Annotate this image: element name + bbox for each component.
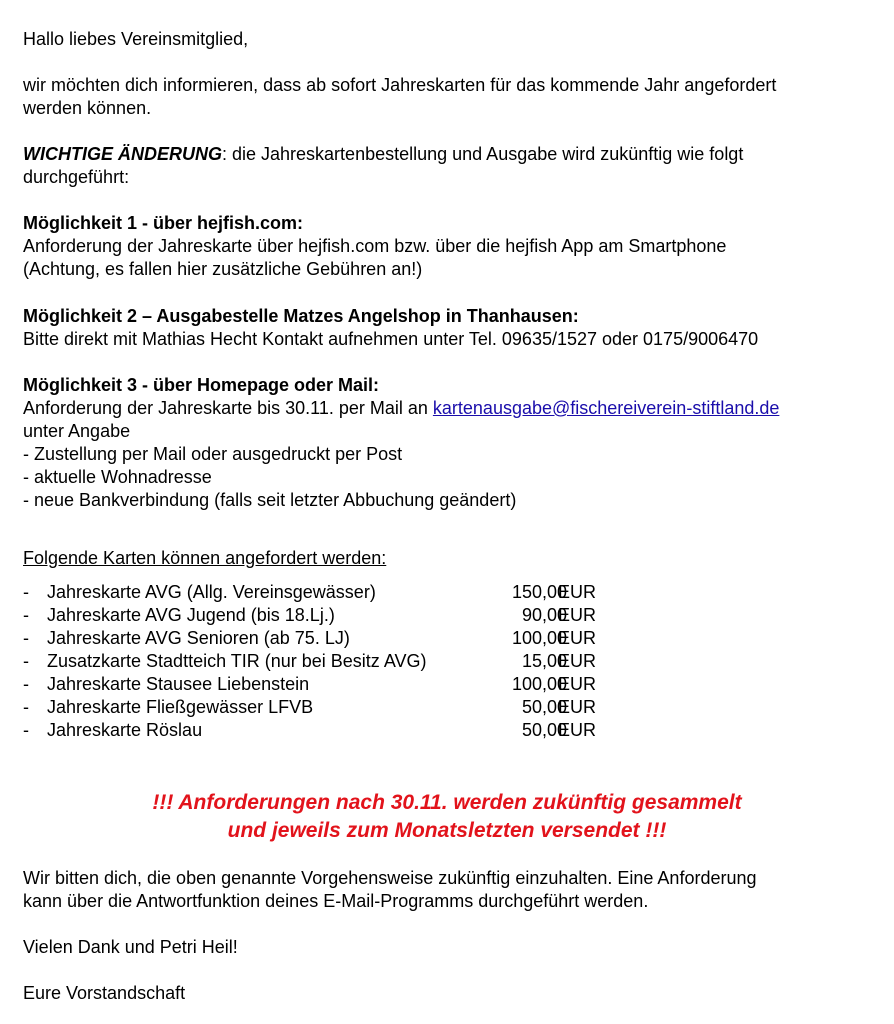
option3-bullet: - aktuelle Wohnadresse [23,467,212,487]
signature: Eure Vorstandschaft [23,983,186,1003]
card-name: Jahreskarte Stausee Liebenstein [47,674,310,694]
card-row [23,581,623,604]
card-price: 150,00 [511,582,567,602]
option3-bullet: - neue Bankverbindung (falls seit letzter Abbuchung geändert) [23,490,517,510]
card-currency: EUR [558,697,597,717]
card-currency: EUR [558,605,597,625]
card-currency: EUR [558,720,597,740]
card-currency: EUR [558,651,597,671]
option1-line1: Anforderung der Jahreskarte über hejfish.com bzw. über die hejfish App am Smartphone [23,236,727,256]
card-row [23,696,623,719]
change-paragraph [23,143,743,165]
notice-line-1: !!! Anforderungen nach 30.11. werden zukünftig gesammelt [152,791,742,814]
email-link[interactable]: kartenausgabe@fischereiverein-stiftland.de [432,398,780,418]
card-currency: EUR [558,674,597,694]
option3-line1-text: Anforderung der Jahreskarte bis 30.11. per Mail an [23,398,433,418]
card-currency: EUR [558,582,597,602]
option1-line2: (Achtung, es fallen hier zusätzliche Gebühren an!) [23,259,423,279]
card-price: 50,00 [521,720,567,740]
card-name: Zusatzkarte Stadtteich TIR (nur bei Besitz AVG) [47,651,427,671]
card-row [23,604,623,627]
option1-title: Möglichkeit 1 - über hejfish.com: [23,213,304,233]
card-name: Jahreskarte Röslau [47,720,203,740]
notice-line-2: und jeweils zum Monatsletzten versendet !!! [227,819,667,842]
intro-line-2: werden können. [23,98,152,118]
closing-line-2: kann über die Antwortfunktion deines E-Mail-Programms durchgeführt werden. [23,891,649,911]
greeting: Hallo liebes Vereinsmitglied, [23,29,249,49]
card-price: 15,00 [521,651,567,671]
cards-heading: Folgende Karten können angefordert werden: [23,548,387,568]
card-row [23,627,623,650]
option2-line1: Bitte direkt mit Mathias Hecht Kontakt aufnehmen unter Tel. 09635/1527 oder 0175/9006470 [23,329,759,349]
option3-line1 [23,397,779,419]
card-currency: EUR [558,628,597,648]
change-text: : die Jahreskartenbestellung und Ausgabe wird zukünftig wie folgt [222,144,744,164]
card-row [23,650,623,673]
card-dash: - [23,697,29,717]
thanks: Vielen Dank und Petri Heil! [23,937,238,957]
change-text-2: durchgeführt: [23,167,130,187]
card-price: 100,00 [511,628,567,648]
card-dash: - [23,651,29,671]
card-dash: - [23,582,29,602]
intro-line-1: wir möchten dich informieren, dass ab sofort Jahreskarten für das kommende Jahr angefordert [23,75,777,95]
card-dash: - [23,628,29,648]
option3-bullet: - Zustellung per Mail oder ausgedruckt per Post [23,444,403,464]
card-name: Jahreskarte AVG Senioren (ab 75. LJ) [47,628,350,648]
card-dash: - [23,605,29,625]
card-row [23,719,623,742]
card-price: 50,00 [521,697,567,717]
card-name: Jahreskarte AVG Jugend (bis 18.Lj.) [47,605,335,625]
card-dash: - [23,720,29,740]
card-row [23,673,623,696]
card-price: 90,00 [521,605,567,625]
card-name: Jahreskarte Fließgewässer LFVB [47,697,314,717]
option2-title: Möglichkeit 2 – Ausgabestelle Matzes Angelshop in Thanhausen: [23,306,579,326]
closing-line-1: Wir bitten dich, die oben genannte Vorgehensweise zukünftig einzuhalten. Eine Anforderung [23,868,757,888]
option3-title: Möglichkeit 3 - über Homepage oder Mail: [23,375,380,395]
card-dash: - [23,674,29,694]
card-price: 100,00 [511,674,567,694]
option3-line2: unter Angabe [23,421,131,441]
change-label: WICHTIGE ÄNDERUNG [23,144,222,164]
card-name: Jahreskarte AVG (Allg. Vereinsgewässer) [47,582,376,602]
